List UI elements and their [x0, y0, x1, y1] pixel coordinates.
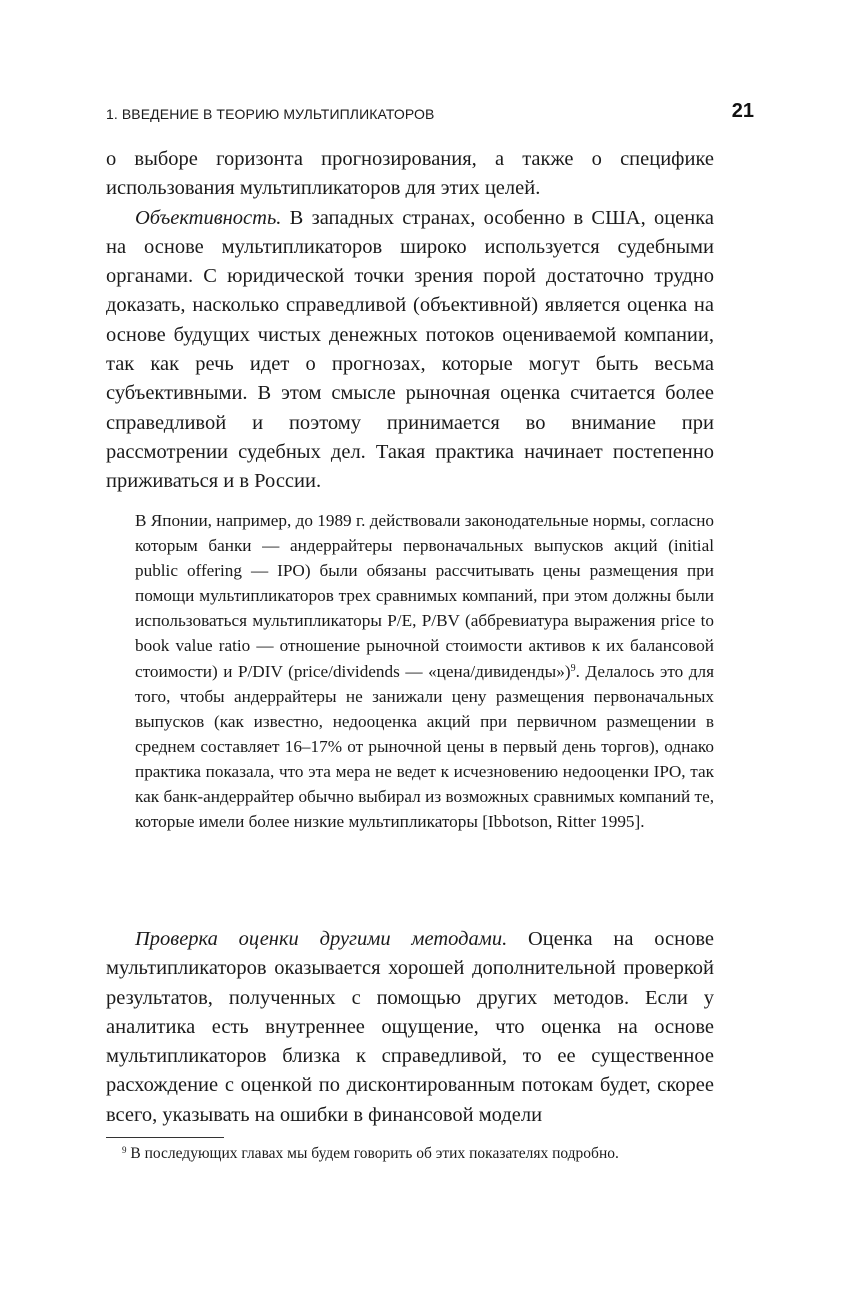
- page-header: [106, 100, 754, 122]
- continuation-paragraph: о выборе горизонта прогнозирования, а также о специфике использования мультипликаторов для этих целей.: [106, 148, 714, 200]
- page-number: 21: [731, 100, 754, 122]
- example-block: [135, 508, 714, 834]
- example-paragraph: [135, 508, 714, 834]
- objectivity-paragraph: [106, 204, 714, 497]
- running-head: 1. ВВЕДЕНИЕ В ТЕОРИЮ МУЛЬТИПЛИКАТОРОВ: [106, 106, 435, 122]
- main-text-top: [106, 145, 714, 497]
- objectivity-text: В западных странах, особенно в США, оценка на основе мультипликаторов широко используется судебными органами. С юридической точки зрения порой достаточно трудно доказать, насколько справедливой (объективной) является оценка на основе будущих чистых денежных потоков оцениваемой компании, так как речь идет о прогнозах, которые могут быть весьма субъективными. В этом смысле рыночная оценка считается более справедливой и поэтому принимается во внимание при рассмотрении судебных дел. Такая практика начинает постепенно приживаться и в России.: [106, 206, 714, 493]
- footnote-divider: [106, 1137, 224, 1138]
- footnote-number: 9: [122, 1145, 127, 1155]
- example-text-before: В Японии, например, до 1989 г. действовали законодательные нормы, согласно которым банки — андеррайтеры первоначальных выпусков акций (initial public offering — IPO) были обязаны рассчитывать цены размещения при помощи мультипликаторов трех сравнимых компаний, при этом должны были использоваться мультипликаторы P/E, P/BV (аббревиатура выражения price to book value ratio — отношение рыночной стоимости активов к их балансовой стоимости) и P/DIV (price/dividends — «цена/дивиденды»): [135, 511, 714, 681]
- verification-text: Оценка на основе мультипликаторов оказывается хорошей дополнительной проверкой результатов, полученных с помощью других методов. Если у аналитика есть внутреннее ощущение, что оценка на основе мультипликаторов близка к справедливой, то ее существенное расхождение с оценкой по дисконтированным потокам будет, скорее всего, указывать на ошибки в финансовой модели: [106, 928, 714, 1126]
- example-text-after: . Делалось это для того, чтобы андеррайтеры не занижали цену размещения первоначальных выпусков (как известно, недооценка акций при первичном размещении в среднем составляет 16–17% от рыночной цены в первый день торгов), однако практика показала, что эта мера не ведет к исчезновению недооценки IPO, так как банк-андеррайтер обычно выбирал из возможных сравнимых компаний те, которые имели более низкие мультипликаторы [Ibbotson, Ritter 1995].: [135, 661, 714, 832]
- objectivity-term: Объективность.: [135, 206, 282, 229]
- footnote-reference[interactable]: 9: [570, 662, 576, 674]
- footnote-text: В последующих главах мы будем говорить об этих показателях подробно.: [126, 1145, 619, 1162]
- verification-paragraph: [106, 925, 714, 1130]
- verification-term: Проверка оценки другими методами.: [135, 928, 508, 950]
- footnote: [122, 1143, 722, 1165]
- main-text-bottom: [106, 925, 714, 1130]
